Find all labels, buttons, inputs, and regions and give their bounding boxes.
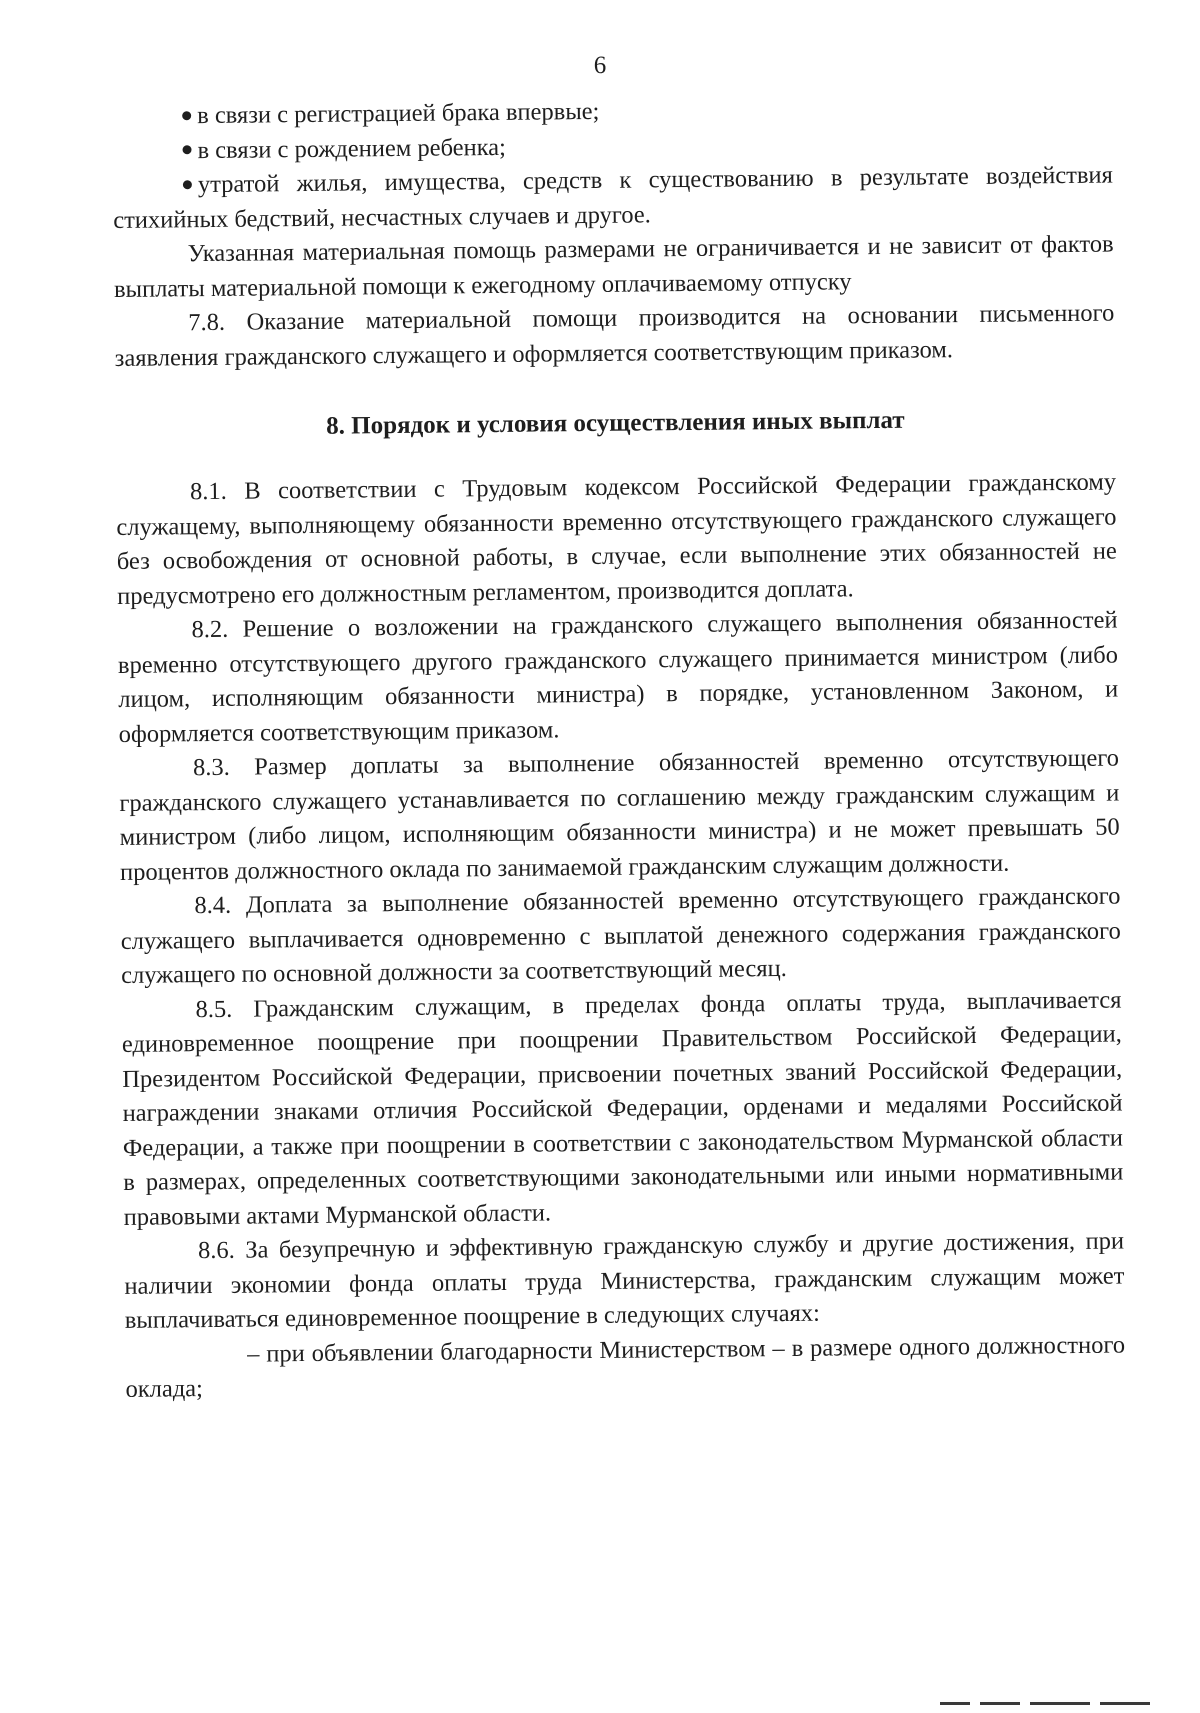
paragraph-8-3: 8.3. Размер доплаты за выполнение обязанностей временно отсутствующего гражданского служащего устанавливается по соглашению между гражданским служащим и министром (либо лицом, исполняющим обязанности министра) и не может превышать 50 процентов должностного оклада по занимаемой гражданским служащим должности. [119,744,1120,886]
paragraph-8-4: 8.4. Доплата за выполнение обязанностей временно отсутствующего гражданского служащего выплачивается одновременно с выплатой денежного содержания гражданского служащего по основной должности за соответствующий месяц. [120,882,1121,989]
paragraph-8-1: 8.1. В соответствии с Трудовым кодексом Российской Федерации гражданскому служащему, выполняющему обязанности временно отсутствующего гражданского служащего без освобождения от основной работы, в случае, если выполнение этих обязанностей не предусмотрено его должностным регламентом, производится доплата. [116,468,1117,610]
section-heading: 8. Порядок и условия осуществления иных выплат [326,406,905,440]
paragraph-8-2: 8.2. Решение о возложении на гражданского служащего выполнения обязанностей временно отсутствующего другого гражданского служащего принимается министром (либо лицом, исполняющим обязанности министра) в порядке, установленном Законом, и оформляется соответствующим приказом. [117,606,1119,748]
bullet-text: в связи с рождением ребенка; [197,133,506,164]
bullet-text: в связи с регистрацией брака впервые; [197,97,600,130]
document-body [112,90,1126,1408]
bullet-dot-icon [182,111,191,120]
bullet-dot-icon [182,146,191,155]
scan-artifact [980,1702,1020,1705]
bullet-dot-icon [183,180,192,189]
paragraph-8-6: 8.6. За безупречную и эффективную гражданскую службу и другие достижения, при наличии экономии фонда оплаты труда Министерства, гражданским служащим может выплачиваться единовременное поощрение в следующих случаях: [124,1227,1125,1334]
paragraph-7-8: 7.8. Оказание материальной помощи производится на основании письменного заявления гражданского служащего и оформляется соответствующим приказом. [114,299,1115,372]
bullet-item [113,159,1114,238]
scan-artifact [1030,1702,1090,1705]
paragraph-8-5: 8.5. Гражданским служащим, в пределах фонда оплаты труда, выплачивается единовременное поощрение при поощрении Правительством Российской Федерации, Президентом Российской Федерации, присвоении почетных званий Российской Федерации, награждении знаками отличия Российской Федерации, орденами и медалями Российской Федерации, а также при поощрении в соответствии с законодательством Мурманской области в размерах, определенных соответствующими законодательными или иными нормативными правовыми актами Мурманской области. [121,985,1124,1231]
bullet-text: утратой жилья, имущества, средств к существованию в результате воздействия стихийных бедствий, несчастных случаев и другое. [113,161,1113,234]
scan-artifact [940,1702,970,1705]
paragraph-assistance-note: Указанная материальная помощь размерами не ограничивается и не зависит от фактов выплаты материальной помощи к ежегодному оплачиваемому отпуску [113,230,1114,303]
dash-list-item: – при объявлении благодарности Министерством – в размере одного должностного оклада; [125,1330,1126,1403]
page-number: 6 [593,52,607,79]
scan-artifact [1100,1702,1150,1705]
